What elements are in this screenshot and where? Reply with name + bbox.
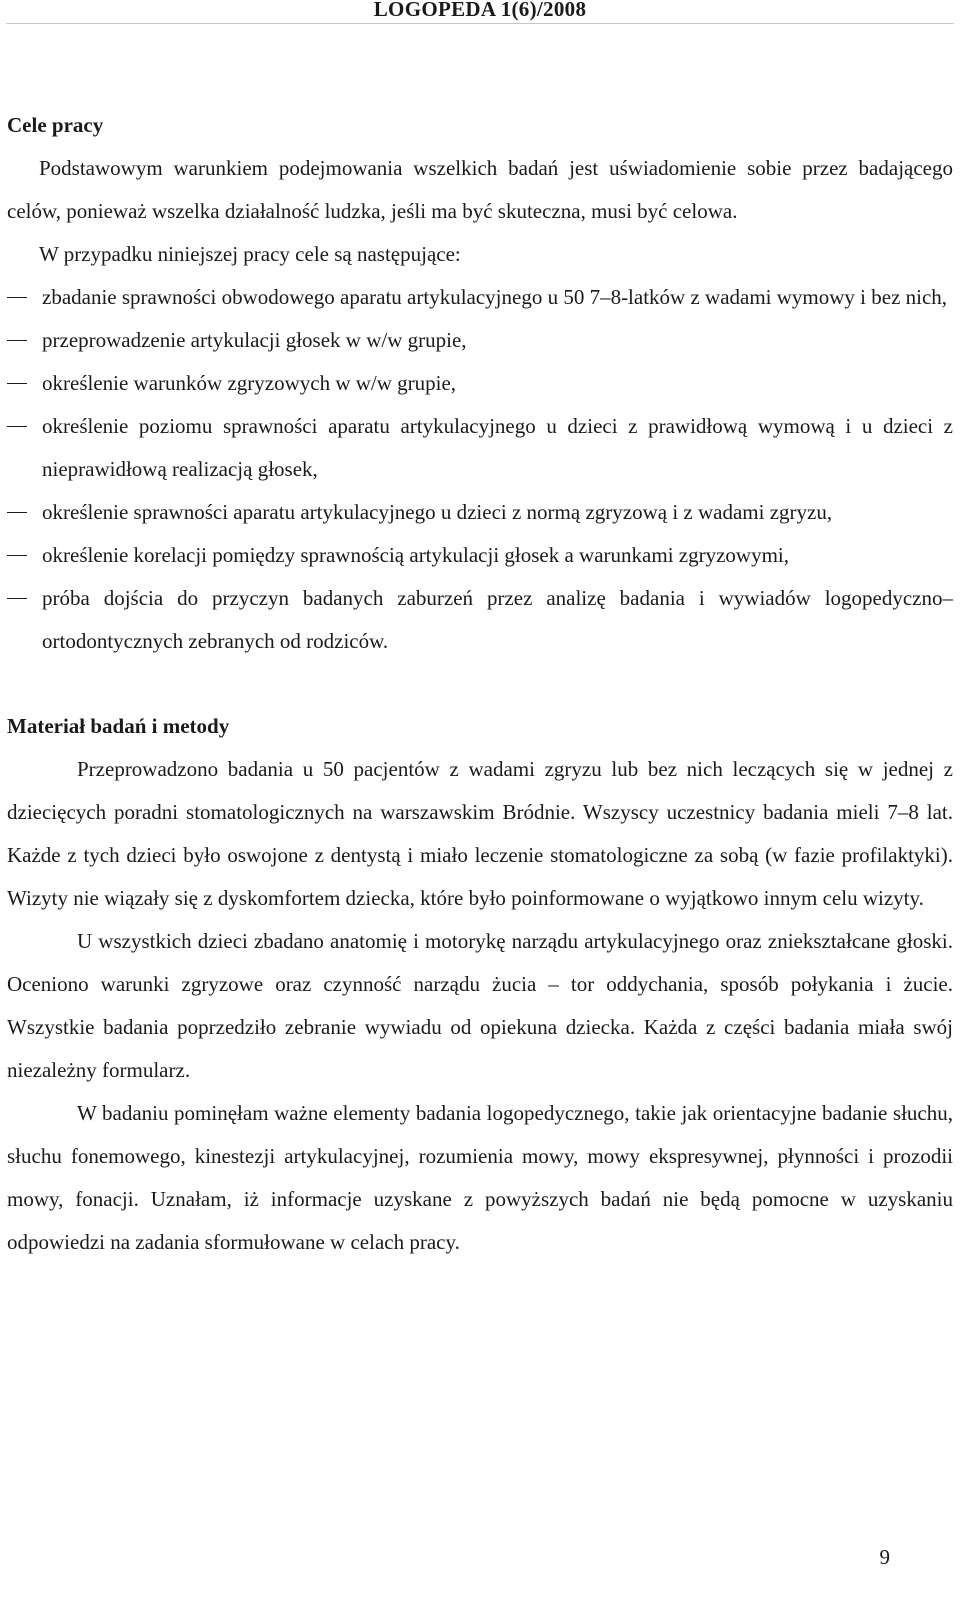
dash-bullet bbox=[7, 340, 27, 341]
page-number: 9 bbox=[879, 1545, 890, 1569]
list-item bbox=[7, 276, 953, 319]
list-item-text: określenie sprawności aparatu artykulacyjnego u dzieci z normą zgryzową i z wadami zgryzu, bbox=[42, 500, 833, 524]
dash-bullet bbox=[7, 555, 27, 556]
dash-bullet bbox=[7, 297, 27, 298]
dash-bullet bbox=[7, 598, 27, 599]
list-item-text: określenie poziomu sprawności aparatu artykulacyjnego u dzieci z prawidłową wymową i u dzieci z nieprawidłową realizacją głosek, bbox=[42, 414, 953, 481]
list-item bbox=[7, 362, 953, 405]
list-item-text: próba dojścia do przyczyn badanych zaburzeń przez analizę badania i wywiadów logopedyczno–ortodontycznych zebranych od rodziców. bbox=[42, 586, 953, 653]
document-body bbox=[7, 104, 953, 1264]
paragraph-goals-intro-text: Podstawowym warunkiem podejmowania wszelkich badań jest uświadomienie sobie przez badającego celów, ponieważ wszelka działalność ludzka, jeśli ma być skuteczna, musi być celowa. bbox=[7, 156, 953, 223]
dash-bullet bbox=[7, 512, 27, 513]
list-item bbox=[7, 405, 953, 491]
goals-list-intro: W przypadku niniejszej pracy cele są następujące: bbox=[39, 242, 461, 266]
dash-bullet bbox=[7, 426, 27, 427]
header-rule bbox=[6, 23, 954, 24]
section-heading-materials: Materiał badań i metody bbox=[7, 714, 230, 738]
list-item bbox=[7, 491, 953, 534]
running-header: LOGOPEDA 1(6)/2008 bbox=[373, 0, 587, 21]
paragraph-materials-1: Przeprowadzono badania u 50 pacjentów z wadami zgryzu lub bez nich leczących się w jednej z dziecięcych poradni stomatologicznych na warszawskim Bródnie. Wszyscy uczestnicy badania mieli 7–8 lat. Każde z tych dzieci było oswojone z dentystą i miało leczenie stomatologiczne za sobą (w fazie profilaktyki). Wizyty nie wiązały się z dyskomfortem dziecka, które było poinformowane o wyjątkowo innym celu wizyty. bbox=[7, 757, 953, 910]
list-item-text: zbadanie sprawności obwodowego aparatu artykulacyjnego u 50 7–8-latków z wadami wymowy i bez nich, bbox=[42, 285, 948, 309]
list-item-text: określenie warunków zgryzowych w w/w grupie, bbox=[42, 371, 457, 395]
paragraph-materials-3: W badaniu pominęłam ważne elementy badania logopedycznego, takie jak orientacyjne badanie słuchu, słuchu fonemowego, kinestezji artykulacyjnej, rozumienia mowy, mowy ekspresywnej, płynności i prozodii mowy, fonacji. Uznałam, iż informacje uzyskane z powyższych badań nie będą pomocne w uzyskaniu odpowiedzi na zadania sformułowane w celach pracy. bbox=[7, 1101, 953, 1254]
dash-bullet bbox=[7, 383, 27, 384]
list-item-text: przeprowadzenie artykulacji głosek w w/w grupie, bbox=[42, 328, 467, 352]
list-item bbox=[7, 577, 953, 663]
list-item bbox=[7, 534, 953, 577]
list-item bbox=[7, 319, 953, 362]
section-spacer bbox=[7, 663, 953, 705]
list-item-text: określenie korelacji pomiędzy sprawnością artykulacji głosek a warunkami zgryzowymi, bbox=[42, 543, 789, 567]
paragraph-materials-2: U wszystkich dzieci zbadano anatomię i motorykę narządu artykulacyjnego oraz zniekształcane głoski. Oceniono warunki zgryzowe oraz czynność narządu żucia – tor oddychania, sposób połykania i żucie. Wszystkie badania poprzedziło zebranie wywiadu od opiekuna dziecka. Każda z części badania miała swój niezależny formularz. bbox=[7, 929, 953, 1082]
goals-list bbox=[7, 276, 953, 663]
section-heading-goals: Cele pracy bbox=[7, 113, 104, 137]
